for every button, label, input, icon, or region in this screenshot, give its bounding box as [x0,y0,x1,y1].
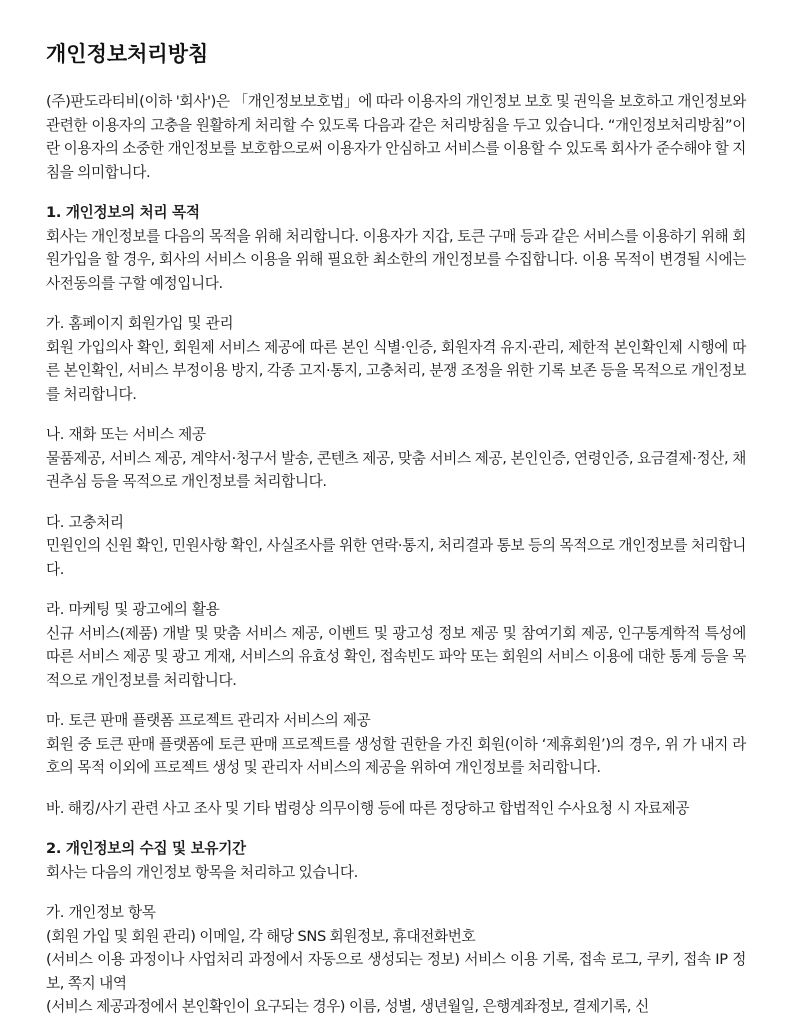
info-line-membership: (회원 가입 및 회원 관리) 이메일, 각 해당 SNS 회원정보, 휴대전화번호 [46,927,476,945]
item-ga-body: 회원 가입의사 확인, 회원제 서비스 제공에 따른 본인 식별·인증, 회원자격 유지·관리, 제한적 본인확인제 시행에 따른 본인확인, 서비스 부정이용 방지, 각종 고지·통지, 고충처리, 분쟁 조정을 위한 기록 보존 등을 목적으로 개인정보를 처리합니다. [46,338,746,403]
spacer [46,780,746,797]
section-1-body: 회사는 개인정보를 다음의 목적을 위해 처리합니다. 이용자가 지갑, 토큰 구매 등과 같은 서비스를 이용하기 위해 회원가입을 할 경우, 회사의 서비스 이용을 위해 필요한 최소한의 개인정보를 수집합니다. 이용 목적이 변경될 시에는 사전동의를 구할 예정입니다. [46,227,746,292]
item-ga-heading: 가. 홈페이지 회원가입 및 관리 [46,315,234,332]
item-da-body: 민원인의 신원 확인, 민원사항 확인, 사실조사를 위한 연락·통지, 처리결과 통보 등의 목적으로 개인정보를 처리합니다. [46,537,746,578]
item-na-heading: 나. 재화 또는 서비스 제공 [46,426,206,443]
item-na-body: 물품제공, 서비스 제공, 계약서·청구서 발송, 콘텐츠 제공, 맞춤 서비스 제공, 본인인증, 연령인증, 요금결제·정산, 채권추심 등을 목적으로 개인정보를 처리합니다. [46,449,746,490]
page-title: 개인정보처리방침 [46,42,209,66]
item-ra-heading: 라. 마케팅 및 광고에의 활용 [46,601,220,618]
spacer [46,884,746,901]
spacer [46,494,746,511]
spacer [46,820,746,837]
intro-paragraph: (주)판도라티비(이하 '회사')은 「개인정보보호법」에 따라 이용자의 개인정보 보호 및 권익을 보호하고 개인정보와 관련한 이용자의 고충을 원활하게 처리할 수 있도록 다음과 같은 처리방침을 두고 있습니다. “개인정보처리방침”이란 이용자의 소중한 개인정보를 보호함으로써 이용자가 안심하고 서비스를 이용할 수 있도록 회사가 준수해야 할 지침을 의미합니다. [46,93,746,181]
spacer [46,184,746,201]
item-da-heading: 다. 고충처리 [46,513,124,531]
item-ba-body: 바. 해킹/사기 관련 사고 조사 및 기타 법령상 의무이행 등에 따른 정당하고 합법적인 수사요청 시 자료제공 [46,799,690,817]
spacer [46,581,746,598]
spacer [46,295,746,312]
item-ra-body: 신규 서비스(제품) 개발 및 맞춤 서비스 제공, 이벤트 및 광고성 정보 제공 및 참여기회 제공, 인구통계학적 특성에 따른 서비스 제공 및 광고 게재, 서비스의 유효성 확인, 접속빈도 파악 또는 회원의 서비스 이용에 대한 통계 등을 목적으로 개인정보를 처리합니다. [46,624,746,689]
item-ma-body: 회원 중 토큰 판매 플랫폼에 토큰 판매 프로젝트를 생성할 권한을 가진 회원(이하 ‘제휴회원’)의 경우, 위 가 내지 라호의 목적 이외에 프로젝트 생성 및 관리자 서비스의 제공을 위하여 개인정보를 처리합니다. [46,735,746,776]
info-line-auto-generated: (서비스 이용 과정이나 사업처리 과정에서 자동으로 생성되는 정보) 서비스 이용 기록, 접속 로그, 쿠키, 접속 IP 정보, 쪽지 내역 [46,951,746,992]
item-info-heading: 가. 개인정보 항목 [46,904,156,921]
privacy-policy-document [46,40,746,1019]
section-2-body: 회사는 다음의 개인정보 항목을 처리하고 있습니다. [46,863,358,881]
spacer [46,692,746,709]
info-line-identity: (서비스 제공과정에서 본인확인이 요구되는 경우) 이름, 성별, 생년월일, 은행계좌정보, 결제기록, 신 [46,998,649,1015]
spacer [46,406,746,423]
item-ma-heading: 마. 토큰 판매 플랫폼 프로젝트 관리자 서비스의 제공 [46,712,371,729]
section-2-heading: 2. 개인정보의 수집 및 보유기간 [46,840,246,857]
section-1-heading: 1. 개인정보의 처리 목적 [46,204,200,221]
